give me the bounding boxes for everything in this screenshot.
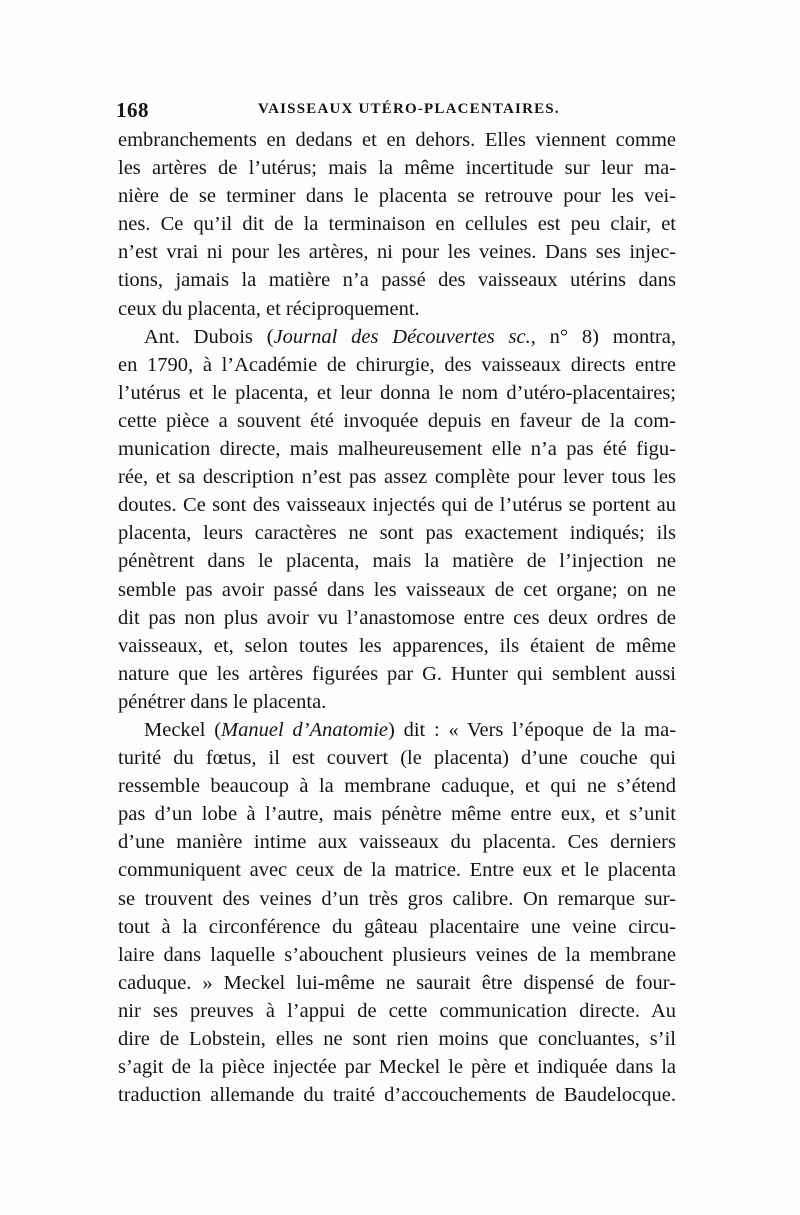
text-line: embranchements en dedans et en dehors. Elles viennent comme — [118, 129, 676, 151]
text-line: cette pièce a souvent été invoquée depuis en faveur de la com- — [118, 409, 676, 432]
text-line: laire dans laquelle s’abouchent plusieurs veines de la membrane — [118, 943, 676, 966]
citation-title: Manuel d’Anatomie — [221, 718, 389, 741]
text-line: pénétrer dans le placenta. — [118, 690, 327, 713]
text-line: nature que les artères figurées par G. Hunter qui semblent aussi — [118, 662, 676, 685]
page-number: 168 — [116, 98, 149, 122]
running-title: VAISSEAUX UTÉRO-PLACENTAIRES. — [258, 101, 560, 117]
text-line: se trouvent des veines d’un très gros calibre. On remarque sur- — [118, 887, 676, 910]
citation-title: Journal des Découvertes sc. — [273, 325, 531, 348]
text-line: tout à la circonférence du gâteau placentaire une veine circu- — [118, 915, 676, 938]
text-line: turité du fœtus, il est couvert (le placenta) d’une couche qui — [118, 747, 676, 770]
text-line: munication directe, mais malheureusement elle n’a pas été figu- — [118, 438, 676, 461]
text-line: les artères de l’utérus; mais la même incertitude sur leur ma- — [118, 157, 676, 180]
running-head — [114, 98, 676, 124]
text-line: nir ses preuves à l’appui de cette communication directe. Au — [118, 999, 676, 1022]
text-line: traduction allemande du traité d’accouchements de Baudelocque. — [118, 1084, 676, 1107]
text-line: s’agit de la pièce injectée par Meckel le père et indiquée dans la — [118, 1056, 676, 1079]
line-text: , n° 8) montra, — [530, 325, 676, 348]
body-text — [118, 126, 676, 1109]
text-line: pas d’un lobe à l’autre, mais pénètre même entre eux, et s’unit — [118, 803, 676, 826]
text-line — [118, 323, 676, 351]
text-line: l’utérus et le placenta, et leur donna le nom d’utéro-placentaires; — [118, 381, 676, 404]
text-line: pénètrent dans le placenta, mais la matière de l’injection ne — [118, 550, 676, 573]
text-line: nes. Ce qu’il dit de la terminaison en cellules est peu clair, et — [118, 213, 676, 236]
line-text: ) dit : « Vers l’époque de la ma- — [388, 718, 676, 741]
text-line: dire de Lobstein, elles ne sont rien moins que concluantes, s’il — [118, 1028, 676, 1050]
text-line: ressemble beaucoup à la membrane caduque, et qui ne s’étend — [118, 775, 676, 798]
text-line: d’une manière intime aux vaisseaux du placenta. Ces derniers — [118, 831, 676, 854]
line-text: Meckel ( — [144, 718, 222, 741]
text-line: caduque. » Meckel lui-même ne saurait être dispensé de four- — [118, 971, 676, 994]
text-line: placenta, leurs caractères ne sont pas exactement indiqués; ils — [118, 522, 676, 545]
text-line: tions, jamais la matière n’a passé des vaisseaux utérins dans — [118, 269, 676, 292]
text-line: nière de se terminer dans le placenta se retrouve pour les vei- — [118, 185, 676, 208]
text-line: doutes. Ce sont des vaisseaux injectés qui de l’utérus se portent au — [118, 494, 676, 517]
text-line: n’est vrai ni pour les artères, ni pour les veines. Dans ses injec- — [118, 241, 676, 264]
text-line: semble pas avoir passé dans les vaisseaux de cet organe; on ne — [118, 578, 676, 601]
line-text: Ant. Dubois ( — [144, 325, 274, 348]
text-line: en 1790, à l’Académie de chirurgie, des vaisseaux directs entre — [118, 353, 676, 376]
text-line: communiquent avec ceux de la matrice. Entre eux et le placenta — [118, 859, 676, 882]
text-line: dit pas non plus avoir vu l’anastomose entre ces deux ordres de — [118, 606, 676, 629]
text-line: rée, et sa description n’est pas assez complète pour lever tous les — [118, 466, 676, 489]
text-line: vaisseaux, et, selon toutes les apparences, ils étaient de même — [118, 634, 676, 657]
text-line: ceux du placenta, et réciproquement. — [118, 297, 420, 320]
text-line — [118, 716, 676, 744]
